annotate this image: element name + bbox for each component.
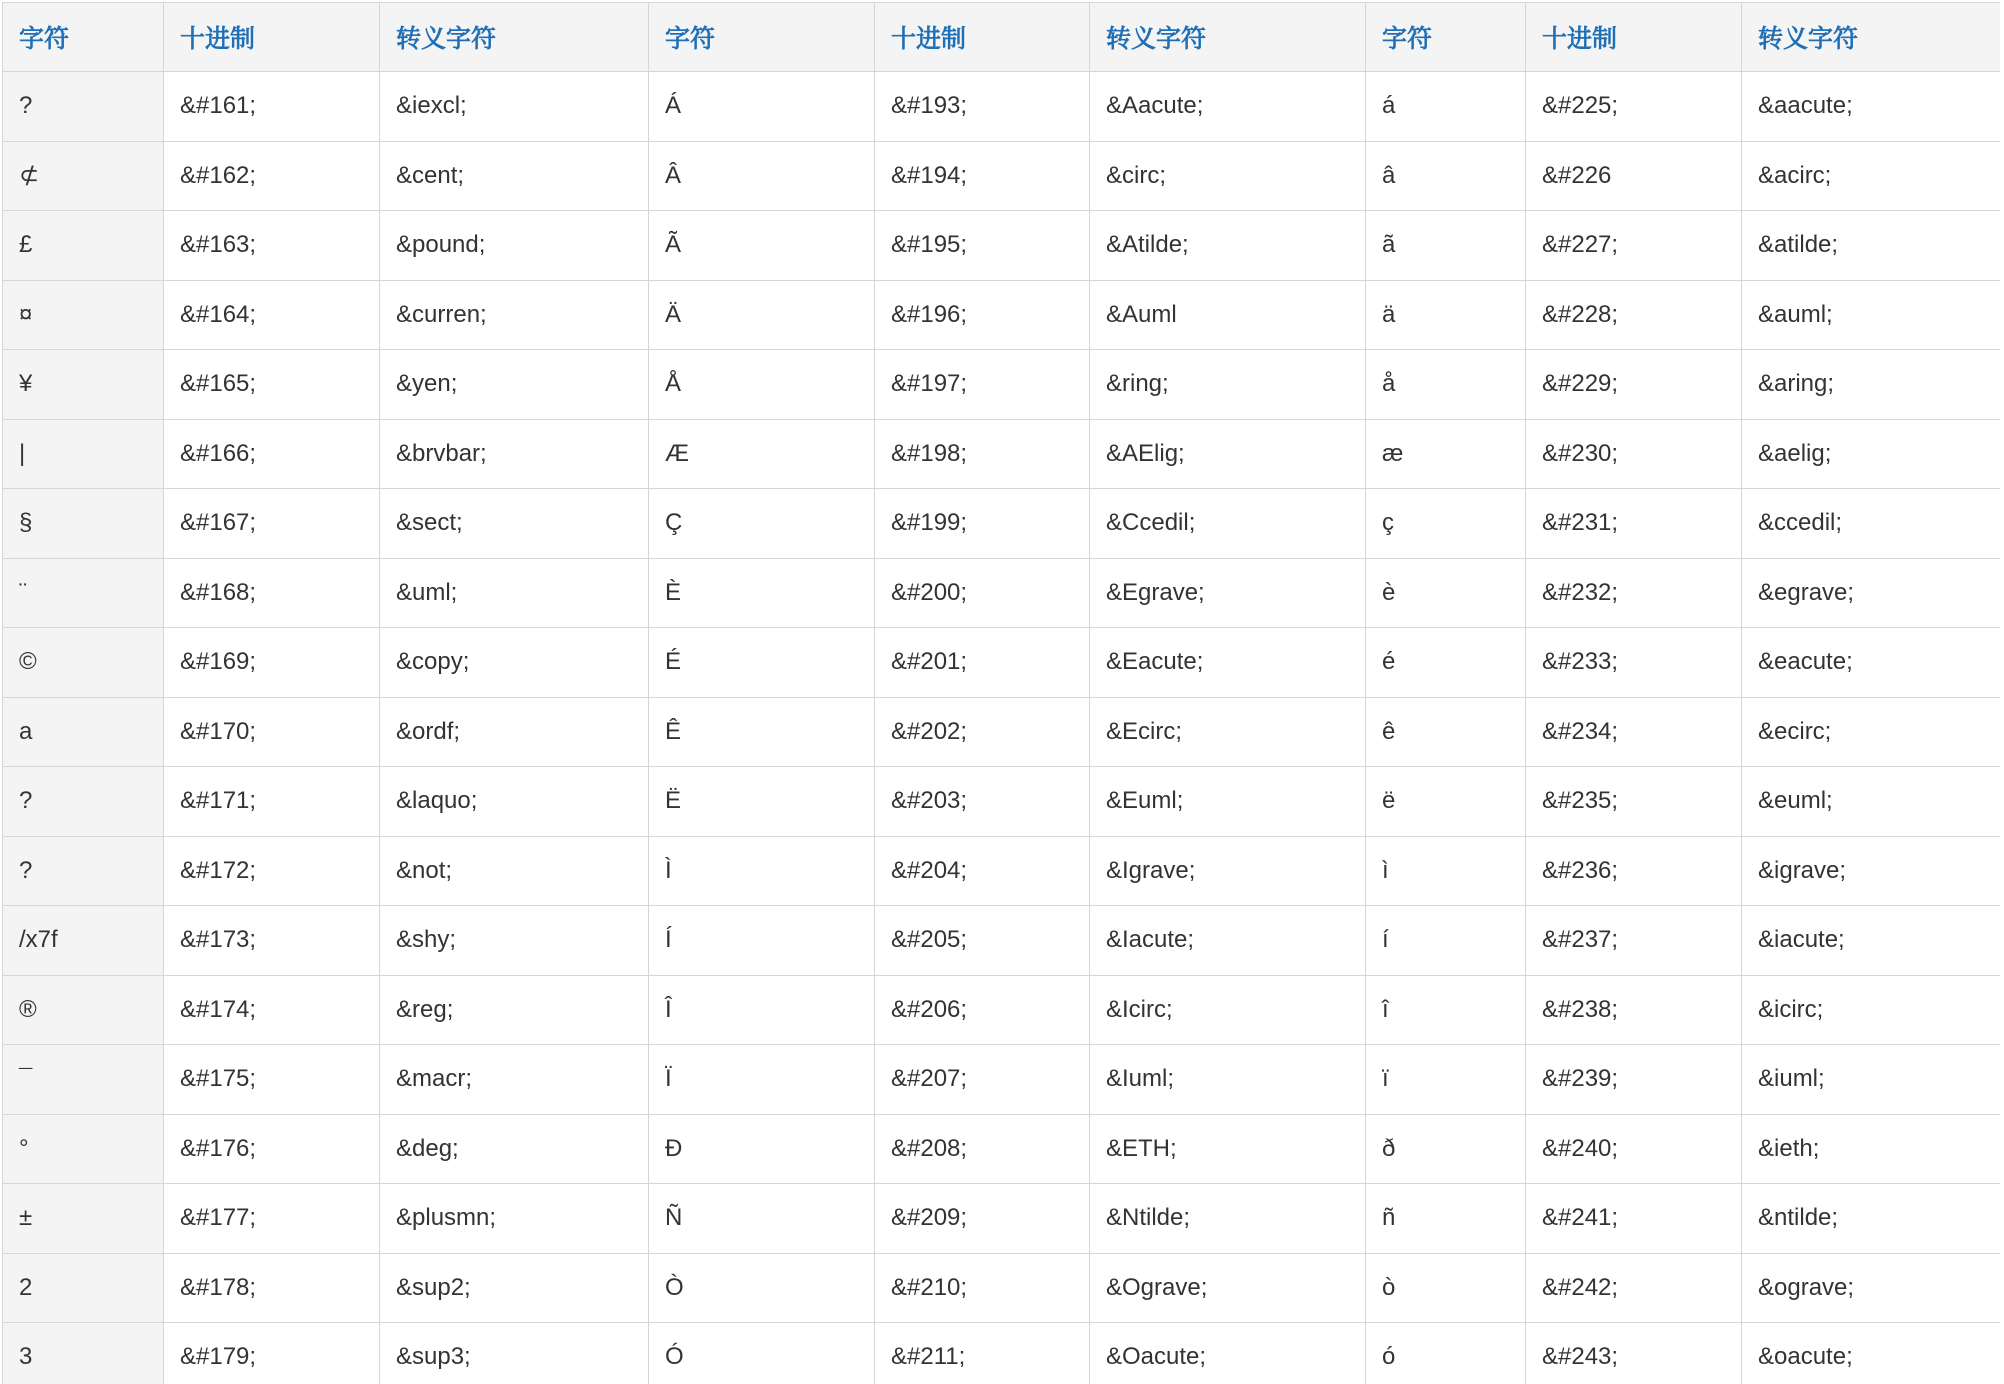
cell-char-3: è [1366, 558, 1526, 628]
cell-escape-2: &Egrave; [1090, 558, 1366, 628]
table-row [3, 350, 2001, 420]
cell-decimal-2: &#200; [875, 558, 1090, 628]
cell-char-3: á [1366, 72, 1526, 142]
cell-escape-2: &AElig; [1090, 419, 1366, 489]
cell-char-3: é [1366, 628, 1526, 698]
cell-decimal-3: &#241; [1526, 1184, 1742, 1254]
cell-char-3: ñ [1366, 1184, 1526, 1254]
cell-char-2: Ó [649, 1323, 875, 1384]
table-row [3, 558, 2001, 628]
cell-char-3: ë [1366, 767, 1526, 837]
cell-decimal-3: &#239; [1526, 1045, 1742, 1115]
cell-decimal-1: &#177; [164, 1184, 380, 1254]
cell-escape-3: &ccedil; [1742, 489, 2001, 559]
table-row [3, 211, 2001, 281]
cell-char-1: ? [3, 836, 164, 906]
cell-decimal-2: &#199; [875, 489, 1090, 559]
cell-decimal-1: &#163; [164, 211, 380, 281]
cell-escape-1: &laquo; [380, 767, 649, 837]
cell-char-1: £ [3, 211, 164, 281]
cell-decimal-3: &#236; [1526, 836, 1742, 906]
cell-escape-3: &aacute; [1742, 72, 2001, 142]
header-escape-3: 转义字符 [1742, 3, 2001, 72]
cell-decimal-2: &#198; [875, 419, 1090, 489]
table-row [3, 836, 2001, 906]
cell-char-2: Å [649, 350, 875, 420]
cell-decimal-3: &#230; [1526, 419, 1742, 489]
cell-decimal-1: &#179; [164, 1323, 380, 1384]
cell-escape-3: &ntilde; [1742, 1184, 2001, 1254]
cell-escape-2: &Icirc; [1090, 975, 1366, 1045]
cell-escape-1: &sup2; [380, 1253, 649, 1323]
cell-decimal-1: &#172; [164, 836, 380, 906]
table-row [3, 906, 2001, 976]
cell-decimal-1: &#161; [164, 72, 380, 142]
cell-char-2: Ò [649, 1253, 875, 1323]
cell-escape-1: &macr; [380, 1045, 649, 1115]
cell-escape-3: &ograve; [1742, 1253, 2001, 1323]
cell-escape-2: &Aacute; [1090, 72, 1366, 142]
cell-decimal-1: &#170; [164, 697, 380, 767]
cell-char-2: Ñ [649, 1184, 875, 1254]
cell-decimal-3: &#240; [1526, 1114, 1742, 1184]
cell-escape-1: &uml; [380, 558, 649, 628]
cell-escape-2: &Iacute; [1090, 906, 1366, 976]
cell-char-2: Í [649, 906, 875, 976]
cell-escape-3: &atilde; [1742, 211, 2001, 281]
cell-char-1: © [3, 628, 164, 698]
cell-decimal-2: &#207; [875, 1045, 1090, 1115]
cell-decimal-2: &#197; [875, 350, 1090, 420]
cell-char-2: Æ [649, 419, 875, 489]
header-decimal-2: 十进制 [875, 3, 1090, 72]
cell-decimal-3: &#234; [1526, 697, 1742, 767]
cell-decimal-1: &#175; [164, 1045, 380, 1115]
cell-decimal-1: &#178; [164, 1253, 380, 1323]
cell-decimal-2: &#208; [875, 1114, 1090, 1184]
cell-decimal-2: &#194; [875, 141, 1090, 211]
cell-decimal-2: &#206; [875, 975, 1090, 1045]
table-row [3, 1253, 2001, 1323]
header-escape-2: 转义字符 [1090, 3, 1366, 72]
cell-escape-1: &curren; [380, 280, 649, 350]
cell-char-2: Ï [649, 1045, 875, 1115]
table-row [3, 141, 2001, 211]
table-row [3, 975, 2001, 1045]
header-char-2: 字符 [649, 3, 875, 72]
cell-char-1: 2 [3, 1253, 164, 1323]
cell-escape-2: &ring; [1090, 350, 1366, 420]
entity-table-container [2, 2, 2000, 1384]
cell-decimal-2: &#210; [875, 1253, 1090, 1323]
cell-char-2: É [649, 628, 875, 698]
cell-decimal-2: &#196; [875, 280, 1090, 350]
cell-decimal-3: &#226 [1526, 141, 1742, 211]
cell-escape-2: &Auml [1090, 280, 1366, 350]
cell-decimal-2: &#201; [875, 628, 1090, 698]
table-body [3, 72, 2001, 1384]
table-header-row [3, 3, 2001, 72]
cell-char-3: ç [1366, 489, 1526, 559]
cell-escape-3: &aring; [1742, 350, 2001, 420]
table-row [3, 697, 2001, 767]
cell-char-3: ê [1366, 697, 1526, 767]
cell-decimal-2: &#205; [875, 906, 1090, 976]
cell-decimal-3: &#235; [1526, 767, 1742, 837]
cell-escape-1: &shy; [380, 906, 649, 976]
cell-escape-2: &ETH; [1090, 1114, 1366, 1184]
cell-escape-2: &Euml; [1090, 767, 1366, 837]
table-row [3, 767, 2001, 837]
cell-char-1: | [3, 419, 164, 489]
cell-char-1: /x7f [3, 906, 164, 976]
cell-decimal-1: &#164; [164, 280, 380, 350]
cell-decimal-3: &#225; [1526, 72, 1742, 142]
cell-decimal-1: &#167; [164, 489, 380, 559]
cell-char-3: í [1366, 906, 1526, 976]
cell-decimal-2: &#204; [875, 836, 1090, 906]
cell-escape-1: &brvbar; [380, 419, 649, 489]
cell-char-1: ° [3, 1114, 164, 1184]
cell-char-3: æ [1366, 419, 1526, 489]
cell-escape-2: &Oacute; [1090, 1323, 1366, 1384]
cell-escape-1: &not; [380, 836, 649, 906]
cell-decimal-1: &#173; [164, 906, 380, 976]
cell-char-2: Ì [649, 836, 875, 906]
cell-escape-3: &icirc; [1742, 975, 2001, 1045]
cell-decimal-3: &#237; [1526, 906, 1742, 976]
cell-char-2: È [649, 558, 875, 628]
cell-char-2: Ê [649, 697, 875, 767]
cell-char-1: ⊄ [3, 141, 164, 211]
cell-char-2: Ð [649, 1114, 875, 1184]
cell-char-1: 3 [3, 1323, 164, 1384]
table-row [3, 419, 2001, 489]
table-row [3, 1045, 2001, 1115]
cell-decimal-3: &#227; [1526, 211, 1742, 281]
table-row [3, 628, 2001, 698]
cell-escape-3: &ieth; [1742, 1114, 2001, 1184]
cell-char-3: â [1366, 141, 1526, 211]
cell-escape-2: &Atilde; [1090, 211, 1366, 281]
cell-char-2: Ã [649, 211, 875, 281]
cell-decimal-3: &#242; [1526, 1253, 1742, 1323]
table-row [3, 1323, 2001, 1384]
cell-decimal-1: &#176; [164, 1114, 380, 1184]
cell-char-3: î [1366, 975, 1526, 1045]
cell-escape-1: &sect; [380, 489, 649, 559]
cell-char-1: a [3, 697, 164, 767]
cell-char-2: Ë [649, 767, 875, 837]
header-decimal-1: 十进制 [164, 3, 380, 72]
cell-decimal-3: &#232; [1526, 558, 1742, 628]
cell-escape-1: &ordf; [380, 697, 649, 767]
cell-escape-1: &iexcl; [380, 72, 649, 142]
cell-escape-3: &aelig; [1742, 419, 2001, 489]
cell-char-1: ¨ [3, 558, 164, 628]
cell-char-1: ® [3, 975, 164, 1045]
cell-escape-3: &ecirc; [1742, 697, 2001, 767]
cell-escape-3: &oacute; [1742, 1323, 2001, 1384]
cell-char-2: Â [649, 141, 875, 211]
cell-decimal-2: &#209; [875, 1184, 1090, 1254]
cell-decimal-2: &#195; [875, 211, 1090, 281]
table-row [3, 489, 2001, 559]
cell-decimal-2: &#203; [875, 767, 1090, 837]
cell-escape-3: &auml; [1742, 280, 2001, 350]
cell-decimal-3: &#231; [1526, 489, 1742, 559]
cell-char-3: å [1366, 350, 1526, 420]
cell-escape-3: &igrave; [1742, 836, 2001, 906]
cell-char-3: ã [1366, 211, 1526, 281]
cell-decimal-3: &#238; [1526, 975, 1742, 1045]
cell-escape-2: &Ccedil; [1090, 489, 1366, 559]
cell-escape-3: &egrave; [1742, 558, 2001, 628]
header-char-1: 字符 [3, 3, 164, 72]
cell-decimal-1: &#171; [164, 767, 380, 837]
cell-escape-2: &Iuml; [1090, 1045, 1366, 1115]
cell-escape-2: &Ecirc; [1090, 697, 1366, 767]
header-decimal-3: 十进制 [1526, 3, 1742, 72]
cell-char-3: ì [1366, 836, 1526, 906]
cell-decimal-1: &#162; [164, 141, 380, 211]
cell-escape-2: &Ograve; [1090, 1253, 1366, 1323]
cell-escape-2: &Ntilde; [1090, 1184, 1366, 1254]
html-entity-table [2, 2, 2000, 1384]
cell-decimal-3: &#233; [1526, 628, 1742, 698]
cell-escape-1: &pound; [380, 211, 649, 281]
cell-escape-2: &Eacute; [1090, 628, 1366, 698]
cell-char-1: ? [3, 72, 164, 142]
cell-escape-1: &reg; [380, 975, 649, 1045]
cell-char-1: ¥ [3, 350, 164, 420]
cell-char-1: ± [3, 1184, 164, 1254]
cell-char-2: Ç [649, 489, 875, 559]
cell-char-1: ¯ [3, 1045, 164, 1115]
cell-char-1: ¤ [3, 280, 164, 350]
table-row [3, 1184, 2001, 1254]
cell-decimal-3: &#243; [1526, 1323, 1742, 1384]
cell-escape-3: &euml; [1742, 767, 2001, 837]
cell-escape-3: &iuml; [1742, 1045, 2001, 1115]
cell-decimal-1: &#174; [164, 975, 380, 1045]
cell-escape-2: &circ; [1090, 141, 1366, 211]
cell-escape-2: &Igrave; [1090, 836, 1366, 906]
header-escape-1: 转义字符 [380, 3, 649, 72]
cell-escape-3: &eacute; [1742, 628, 2001, 698]
cell-decimal-1: &#165; [164, 350, 380, 420]
cell-decimal-1: &#169; [164, 628, 380, 698]
cell-escape-1: &plusmn; [380, 1184, 649, 1254]
cell-escape-1: &yen; [380, 350, 649, 420]
cell-escape-1: &sup3; [380, 1323, 649, 1384]
cell-char-2: Î [649, 975, 875, 1045]
table-row [3, 72, 2001, 142]
cell-decimal-1: &#168; [164, 558, 380, 628]
cell-escape-3: &iacute; [1742, 906, 2001, 976]
cell-char-1: ? [3, 767, 164, 837]
cell-decimal-2: &#202; [875, 697, 1090, 767]
cell-decimal-2: &#193; [875, 72, 1090, 142]
cell-escape-1: &deg; [380, 1114, 649, 1184]
cell-escape-3: &acirc; [1742, 141, 2001, 211]
cell-char-3: ï [1366, 1045, 1526, 1115]
cell-char-3: ó [1366, 1323, 1526, 1384]
cell-char-3: ð [1366, 1114, 1526, 1184]
cell-escape-1: &cent; [380, 141, 649, 211]
table-row [3, 1114, 2001, 1184]
cell-decimal-2: &#211; [875, 1323, 1090, 1384]
cell-char-3: ä [1366, 280, 1526, 350]
cell-char-3: ò [1366, 1253, 1526, 1323]
header-char-3: 字符 [1366, 3, 1526, 72]
cell-decimal-1: &#166; [164, 419, 380, 489]
cell-escape-1: &copy; [380, 628, 649, 698]
cell-decimal-3: &#229; [1526, 350, 1742, 420]
table-row [3, 280, 2001, 350]
cell-decimal-3: &#228; [1526, 280, 1742, 350]
cell-char-2: Á [649, 72, 875, 142]
cell-char-1: § [3, 489, 164, 559]
cell-char-2: Ä [649, 280, 875, 350]
